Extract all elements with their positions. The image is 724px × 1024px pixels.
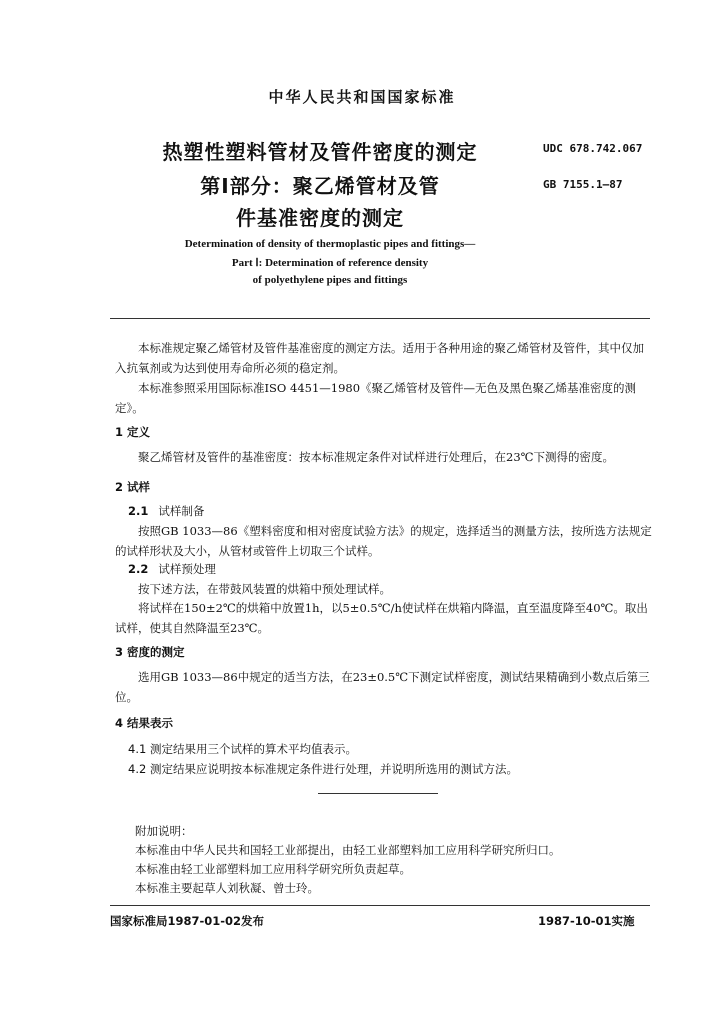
section-3-text: 选用GB 1033—86中规定的适当方法，在23±0.5℃下测定试样密度，测试结果精确到小数点后第三位。: [115, 670, 650, 704]
notes-label: 附加说明：: [135, 824, 193, 838]
section-2-1-number: 2.1: [128, 504, 149, 518]
section-2-1-heading: [128, 503, 204, 519]
section-3-heading: 3 密度的测定: [115, 645, 185, 659]
title-line-3: 件基准密度的测定: [236, 206, 404, 230]
footer-divider: [110, 905, 650, 906]
title-line-1: 热塑性塑料管材及管件密度的测定: [162, 140, 478, 164]
section-2-2-number: 2.2: [128, 562, 149, 576]
title-line-2: 第Ⅰ部分：聚乙烯管材及管: [200, 174, 440, 198]
english-title-line-2: Part Ⅰ: Determination of reference density: [231, 257, 429, 269]
section-4-1-text: 4.1 测定结果用三个试样的算术平均值表示。: [128, 742, 357, 756]
section-4-2-text: 4.2 测定结果应说明按本标准规定条件进行处理，并说明所选用的测试方法。: [128, 762, 518, 776]
section-1-heading: 1 定义: [115, 425, 151, 439]
issue-date: 国家标准局1987-01-02发布: [110, 914, 265, 928]
section-2-1-text: 按照GB 1033—86《塑料密度和相对密度试验方法》的规定，选择适当的测量方法，按所选方法规定的试样形状及大小，从管材或管件上切取三个试样。: [115, 524, 652, 558]
section-2-1-title: 试样制备: [158, 504, 205, 518]
note-line-1: 本标准由中华人民共和国轻工业部提出，由轻工业部塑料加工应用科学研究所归口。: [135, 843, 561, 857]
effective-date: 1987-10-01实施: [538, 914, 635, 928]
section-2-heading: 2 试样: [115, 480, 151, 494]
issuing-body: 中华人民共和国国家标准: [268, 88, 456, 106]
intro-paragraph-2: 本标准参照采用国际标准ISO 4451—1980《聚乙烯管材及管件—无色及黑色聚乙烯基准密度的测定》。: [115, 381, 637, 415]
udc-code: UDC 678.742.067: [543, 142, 643, 155]
section-2-2-text-2: 将试样在150±2℃的烘箱中放置1h，以5±0.5℃/h使试样在烘箱内降温，直至温度降至40℃。取出试样，使其自然降温至23℃。: [115, 601, 648, 635]
section-1-text: 聚乙烯管材及管件的基准密度：按本标准规定条件对试样进行处理后，在23℃下测得的密度。: [138, 450, 614, 464]
note-line-2: 本标准由轻工业部塑料加工应用科学研究所负责起草。: [135, 862, 411, 876]
note-line-3: 本标准主要起草人刘秋凝、曾士玲。: [135, 881, 319, 895]
gb-number: GB 7155.1—87: [543, 178, 623, 191]
section-2-2-title: 试样预处理: [158, 562, 216, 576]
section-2-2-text-1: 按下述方法，在带鼓风装置的烘箱中预处理试样。: [138, 582, 391, 596]
english-title-line-3: of polyethylene pipes and fittings: [252, 274, 408, 286]
end-rule: [318, 793, 438, 794]
header-divider: [110, 318, 650, 319]
section-2-2-heading: [128, 561, 216, 577]
english-title-line-1: Determination of density of thermoplastic pipes and fittings—: [184, 238, 476, 250]
intro-paragraph-1: 本标准规定聚乙烯管材及管件基准密度的测定方法。适用于各种用途的聚乙烯管材及管件，其中仅加入抗氧剂或为达到使用寿命所必须的稳定剂。: [115, 341, 644, 375]
section-4-heading: 4 结果表示: [115, 716, 174, 730]
